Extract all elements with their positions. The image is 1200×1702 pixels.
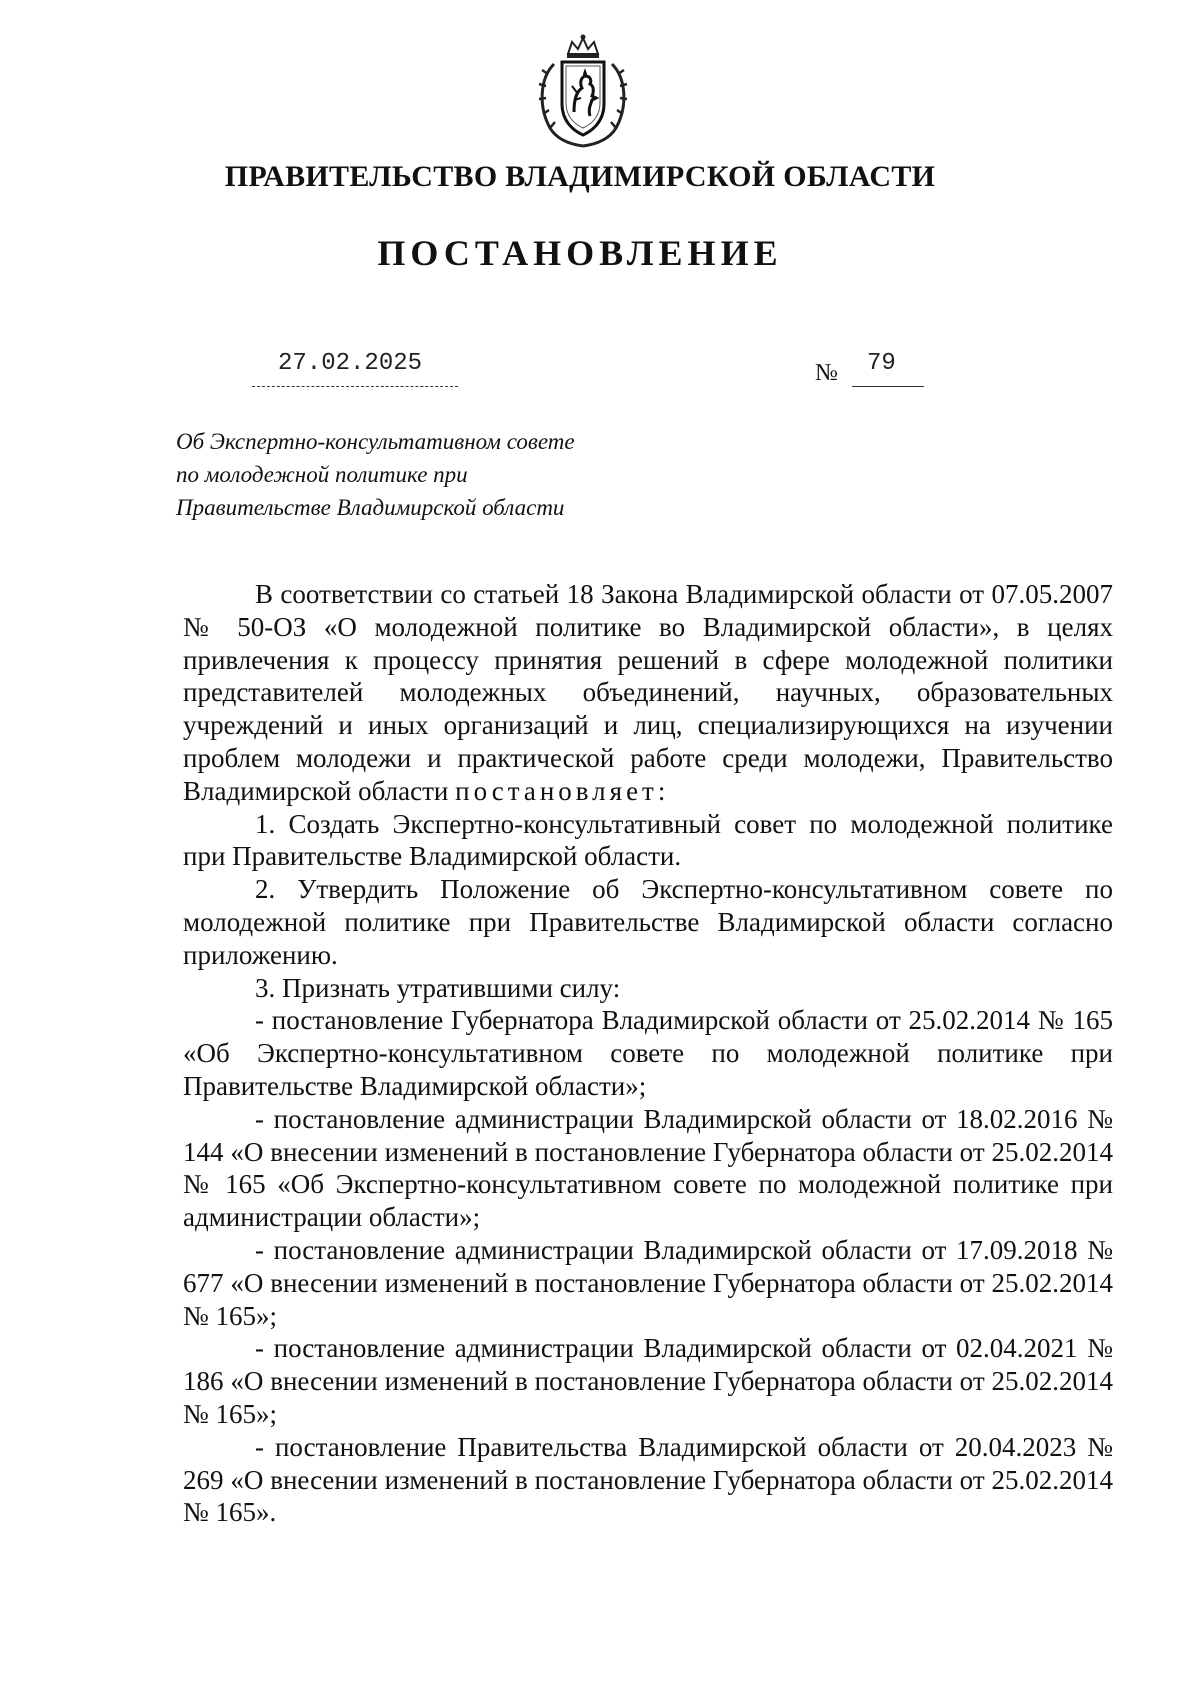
preamble-paragraph [183, 578, 1113, 808]
repealed-item: - постановление администрации Владимирской области от 17.09.2018 № 677 «О внесении изменений в постановление Губернатора области от 25.02.2014 № 165»; [183, 1234, 1113, 1331]
number-underline [852, 386, 924, 387]
resolves-word: постановляет: [455, 775, 670, 806]
repealed-item: - постановление администрации Владимирской области от 18.02.2016 № 144 «О внесении изменений в постановление Губернатора области от 25.02.2014 № 165 «Об Экспертно-консультативном совете по молодежной политике при администрации области»; [183, 1103, 1113, 1233]
number-sign: № [815, 360, 838, 386]
document-body [183, 578, 1113, 1529]
document-date-field [252, 350, 458, 390]
item-3: 3. Признать утратившими силу: [255, 972, 621, 1003]
subject-line: Правительстве Владимирской области [176, 495, 565, 520]
vladimir-coat-of-arms-icon [534, 34, 632, 150]
subject-line: Об Экспертно-консультативном совете [176, 429, 575, 454]
document-date: 27.02.2025 [278, 350, 423, 377]
document-subject [176, 425, 736, 524]
document-number: 79 [867, 350, 896, 377]
repealed-item: - постановление администрации Владимирской области от 02.04.2021 № 186 «О внесении изменений в постановление Губернатора области от 25.02.2014 № 165»; [183, 1333, 1113, 1429]
repealed-item: - постановление Губернатора Владимирской области от 25.02.2014 № 165 «Об Экспертно-консультативном совете по молодежной политике при Правительстве Владимирской области»; [183, 1005, 1113, 1101]
item-2: 2. Утвердить Положение об Экспертно-консультативном совете по молодежной политике при Правительстве Владимирской области согласно приложению. [183, 874, 1113, 970]
subject-line: по молодежной политике при [176, 462, 468, 487]
preamble-text: В соответствии со статьей 18 Закона Владимирской области от 07.05.2007 № 50-ОЗ «О молодежной политике во Владимирской области», в целях привлечения к процессу принятия решений в сфере молодежной политики представителей молодежных объединений, научных, образовательных учреждений и иных организаций и лиц, специализирующихся на изучении проблем молодежи и практической работе среди молодежи, Правительство Владимирской области [183, 579, 1113, 806]
document-number-field [815, 350, 925, 390]
date-underline [252, 386, 458, 387]
repealed-item: - постановление Правительства Владимирской области от 20.04.2023 № 269 «О внесении изменений в постановление Губернатора области от 25.02.2014 № 165». [183, 1431, 1113, 1528]
item-1: 1. Создать Экспертно-консультативный совет по молодежной политике при Правительстве Владимирской области. [183, 808, 1113, 872]
organization-title: ПРАВИТЕЛЬСТВО ВЛАДИМИРСКОЙ ОБЛАСТИ [224, 160, 936, 193]
document-type-title: ПОСТАНОВЛЕНИЕ [377, 233, 783, 273]
